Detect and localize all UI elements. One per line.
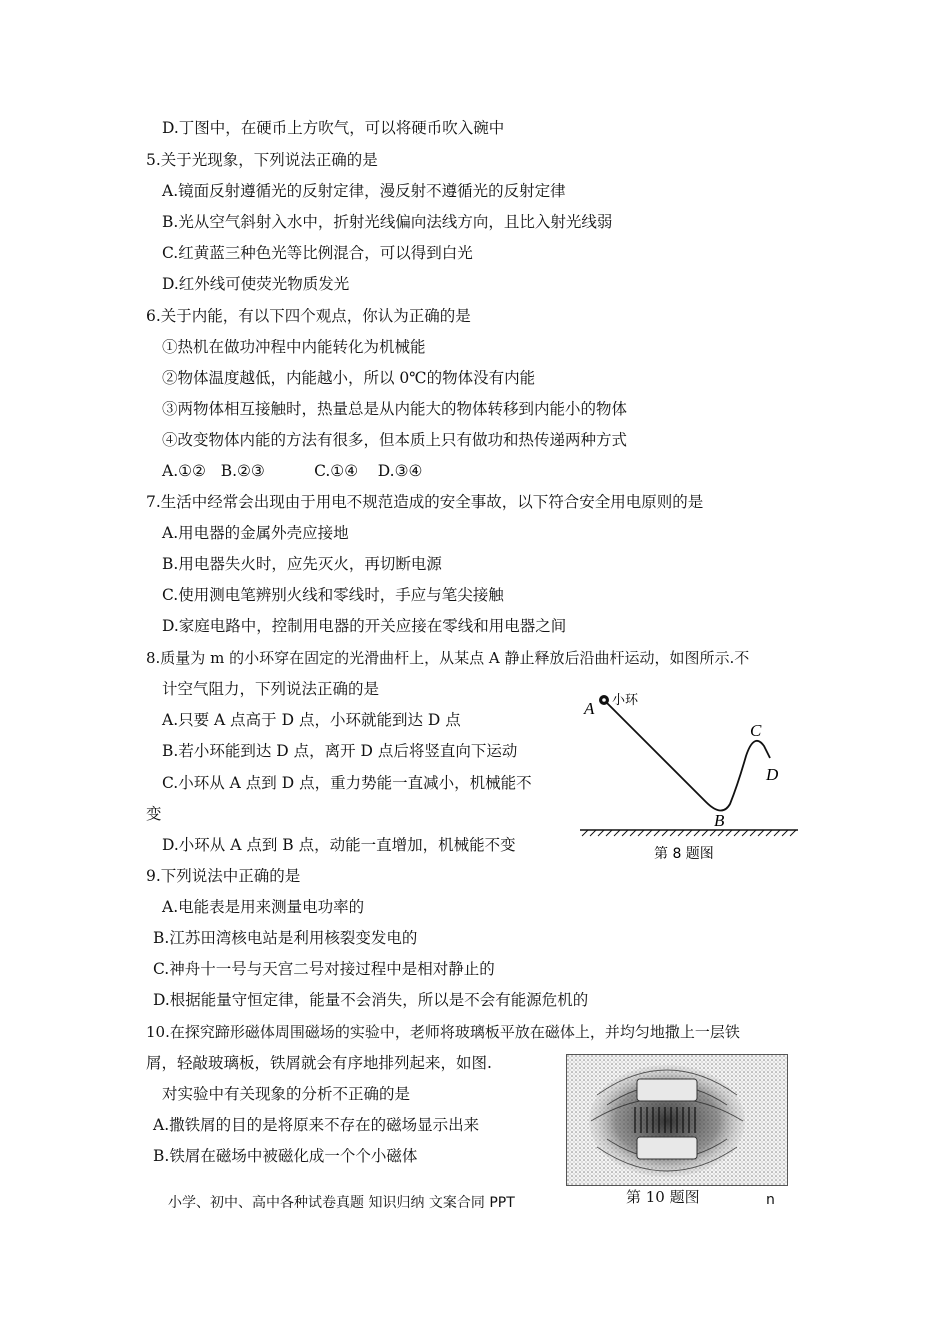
- options-6: A.①② B.②③ C.①④ D.③④: [162, 462, 423, 480]
- ground-hatching: [582, 830, 796, 836]
- option-5d: D.红外线可使荧光物质发光: [162, 275, 350, 293]
- option-7a: A.用电器的金属外壳应接地: [162, 524, 349, 542]
- option-5c: C.红黄蓝三种色光等比例混合，可以得到白光: [162, 244, 473, 262]
- figure-8-drawing: [578, 684, 800, 866]
- option-5a: A.镜面反射遵循光的反射定律，漫反射不遵循光的反射定律: [162, 182, 566, 200]
- iron-filings-image: [567, 1055, 787, 1185]
- option-5b: B.光从空气斜射入水中，折射光线偏向法线方向，且比入射光线弱: [162, 213, 613, 231]
- page-footer: 小学、初中、高中各种试卷真题 知识归纳 文案合同 PPT: [168, 1195, 515, 1211]
- figure-8-caption: 第 8 题图: [654, 846, 714, 862]
- question-10-prompt: 对实验中有关现象的分析不正确的是: [162, 1085, 411, 1103]
- question-10: 10.在探究蹄形磁体周围磁场的实验中，老师将玻璃板平放在磁体上，并均匀地撒上一层铁: [146, 1023, 740, 1041]
- curved-rod: [602, 698, 770, 811]
- option-8c-cont: 变: [146, 805, 162, 823]
- label-c: C: [750, 721, 762, 740]
- question-5: 5.关于光现象，下列说法正确的是: [146, 151, 378, 169]
- page-footer-tail: n: [766, 1192, 775, 1208]
- statement-6-3: ③两物体相互接触时，热量总是从内能大的物体转移到内能小的物体: [162, 400, 628, 418]
- label-d: D: [766, 765, 779, 784]
- option-7c: C.使用测电笔辨别火线和零线时，手应与笔尖接触: [162, 586, 504, 604]
- question-10-cont: 屑，轻敲玻璃板，铁屑就会有序地排列起来，如图.: [146, 1054, 492, 1072]
- question-7: 7.生活中经常会出现由于用电不规范造成的安全事故，以下符合安全用电原则的是: [146, 493, 704, 511]
- question-8: 8.质量为 m 的小环穿在固定的光滑曲杆上，从某点 A 静止释放后沿曲杆运动，如图所示.不: [146, 649, 750, 667]
- option-8b: B.若小环能到达 D 点，离开 D 点后将竖直向下运动: [162, 742, 518, 760]
- label-b: B: [714, 811, 725, 830]
- option-9d: D.根据能量守恒定律，能量不会消失，所以是不会有能源危机的: [153, 991, 589, 1009]
- magnet-upper-arm: [637, 1079, 697, 1101]
- figure-8: [578, 684, 800, 866]
- option-8c: C.小环从 A 点到 D 点，重力势能一直减小，机械能不: [162, 774, 532, 792]
- label-ring: 小环: [612, 693, 639, 708]
- option-10b: B.铁屑在磁场中被磁化成一个个小磁体: [153, 1147, 418, 1165]
- option-8d: D.小环从 A 点到 B 点，动能一直增加，机械能不变: [162, 836, 516, 854]
- figure-10: [566, 1054, 788, 1186]
- option-8a: A.只要 A 点高于 D 点，小环就能到达 D 点: [162, 711, 461, 729]
- option-9b: B.江苏田湾核电站是利用核裂变发电的: [153, 929, 418, 947]
- option-9c: C.神舟十一号与天宫二号对接过程中是相对静止的: [153, 960, 495, 978]
- option-9a: A.电能表是用来测量电功率的: [162, 898, 365, 916]
- option-7b: B.用电器失火时，应先灭火，再切断电源: [162, 555, 442, 573]
- label-a: A: [584, 699, 595, 718]
- figure-10-caption: 第 10 题图: [622, 1186, 704, 1207]
- question-9: 9.下列说法中正确的是: [146, 867, 301, 885]
- statement-6-4: ④改变物体内能的方法有很多，但本质上只有做功和热传递两种方式: [162, 431, 628, 449]
- statement-6-1: ①热机在做功冲程中内能转化为机械能: [162, 338, 426, 356]
- question-6: 6.关于内能，有以下四个观点，你认为正确的是: [146, 307, 471, 325]
- option-10a: A.撒铁屑的目的是将原来不存在的磁场显示出来: [153, 1116, 480, 1134]
- question-8-cont: 计空气阻力，下列说法正确的是: [162, 680, 380, 698]
- magnet-lower-arm: [637, 1137, 697, 1159]
- option-7d: D.家庭电路中，控制用电器的开关应接在零线和用电器之间: [162, 617, 567, 635]
- statement-6-2: ②物体温度越低，内能越小，所以 0℃的物体没有内能: [162, 369, 536, 387]
- option-4d: D.丁图中，在硬币上方吹气，可以将硬币吹入碗中: [162, 119, 505, 137]
